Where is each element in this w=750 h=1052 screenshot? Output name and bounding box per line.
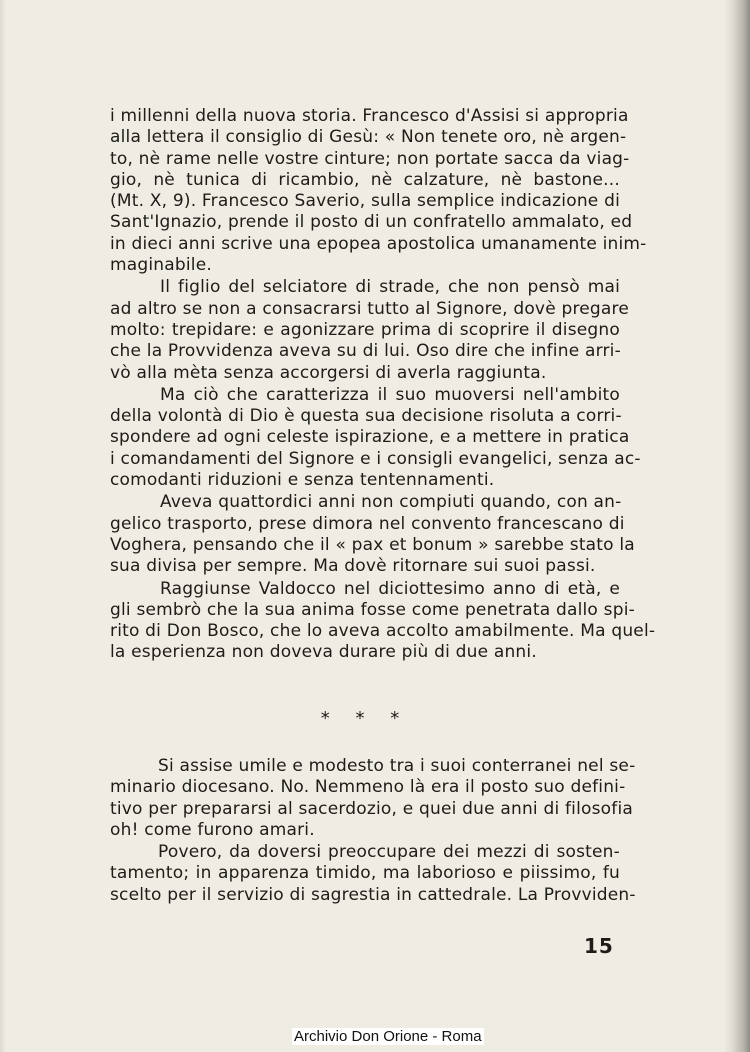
text-line: Ma ciò che caratterizza il suo muoversi nell'ambito [160,384,620,405]
text-line: Si assise umile e modesto tra i suoi conterranei nel se- [158,756,636,776]
text-line: minario diocesano. No. Nemmeno là era il posto suo defini- [110,777,626,798]
text-line: la esperienza non doveva durare più di due anni. [110,642,537,663]
text-line: tamento; in apparenza timido, ma laborioso e piissimo, fu [110,863,620,884]
body-text-upper [110,106,656,664]
text-line: rito di Don Bosco, che lo aveva accolto amabilmente. Ma quel- [110,621,656,642]
archive-label: Archivio Don Orione - Roma [294,1028,482,1045]
text-line: sua divisa per sempre. Ma dovè ritornare sui suoi passi. [110,556,596,577]
text-line: maginabile. [110,255,212,276]
section-separator: * * * [320,708,410,729]
text-line: tivo per prepararsi al sacerdozio, e quei due anni di filosofia [110,798,633,819]
text-line: molto: trepidare: e agonizzare prima di scoprire il disegno [110,319,620,340]
text-line: i comandamenti del Signore e i consigli evangelici, senza ac- [110,448,641,469]
text-line: to, nè rame nelle vostre cinture; non portate sacca da viag- [110,148,630,169]
page-left-edge [0,0,6,1052]
text-line: spondere ad ogni celeste ispirazione, e a mettere in pratica [110,427,630,448]
text-line: Sant'Ignazio, prende il posto di un confratello ammalato, ed [110,212,633,233]
text-line: della volontà di Dio è questa sua decisione risoluta a corri- [110,406,622,427]
text-line: vò alla mèta senza accorgersi di averla raggiunta. [110,362,547,383]
text-line: (Mt. X, 9). Francesco Saverio, sulla semplice indicazione di [110,191,620,212]
text-line: che la Provvidenza aveva su di lui. Oso dire che infine arri- [110,341,621,362]
page-number: 15 [584,934,614,958]
text-line: scelto per il servizio di sagrestia in cattedrale. La Provviden- [110,884,636,905]
binding-shadow [724,0,750,1052]
text-line: gelico trasporto, prese dimora nel convento francescano di [110,513,625,534]
text-line: oh! come furono amari. [110,819,315,840]
text-line: Voghera, pensando che il « pax et bonum » sarebbe stato la [110,534,635,555]
text-line: Il figlio del selciatore di strade, che non pensò mai [160,277,620,298]
text-line: Raggiunse Valdocco nel diciottesimo anno di età, e [160,578,620,599]
text-line: ad altro se non a consacrarsi tutto al Signore, dovè pregare [110,298,630,319]
text-line: in dieci anni scrive una epopea apostolica umanamente inim- [110,233,647,254]
text-line: comodanti riduzioni e senza tentennamenti. [110,470,495,491]
text-line: alla lettera il consiglio di Gesù: « Non tenete oro, nè argen- [110,127,627,148]
text-line: gli sembrò che la sua anima fosse come penetrata dallo spi- [110,599,635,620]
body-text-lower [110,756,636,906]
text-line: Aveva quattordici anni non compiuti quando, con an- [160,492,622,513]
text-line: Povero, da doversi preoccupare dei mezzi di sosten- [158,842,620,863]
text-line: gio, nè tunica di ricambio, nè calzature, nè bastone... [110,169,620,190]
text-line: i millenni della nuova storia. Francesco d'Assisi si appropria [110,106,629,126]
